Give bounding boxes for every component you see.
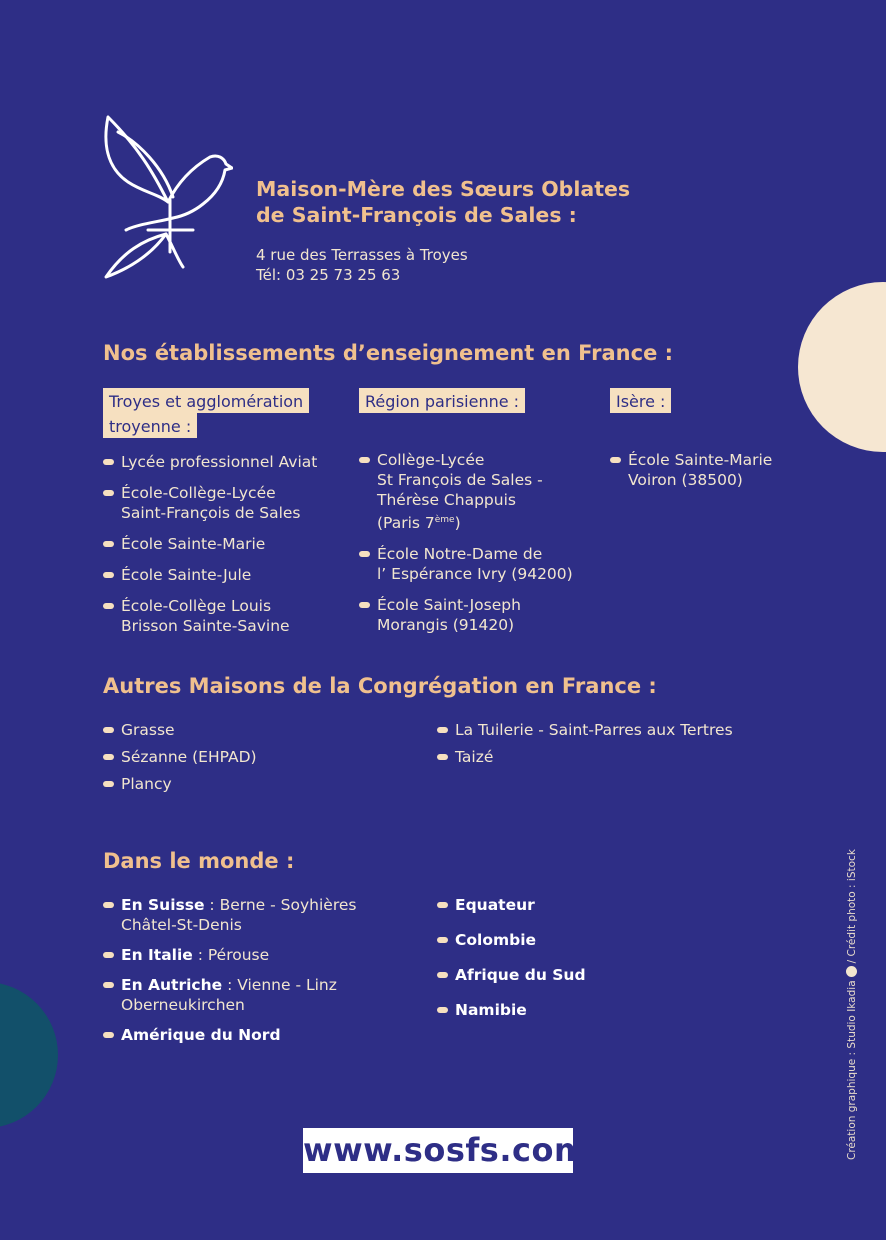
- hq-title-line2: de Saint-François de Sales :: [256, 203, 577, 227]
- bullet-pill: [103, 727, 114, 733]
- list-item-text-part: ): [454, 514, 461, 533]
- country-name: Namibie: [455, 1001, 527, 1019]
- list-item: [103, 945, 403, 965]
- list-item-text: Taizé: [455, 748, 494, 766]
- list-item-text: Saint-François de Sales: [121, 504, 301, 522]
- tag-troyes: [103, 388, 333, 438]
- photo-credit: [846, 849, 858, 1160]
- list-item-text: [121, 945, 403, 965]
- list-item-text: St François de Sales -: [377, 471, 543, 489]
- bullet-pill: [103, 902, 114, 908]
- hq-address-block: [256, 245, 468, 285]
- list-item: [610, 450, 790, 490]
- bullet-pill: [103, 459, 114, 465]
- list-item-text: Thérèse Chappuis: [377, 491, 516, 509]
- bullet-pill: [437, 972, 448, 978]
- list-item: [103, 534, 333, 554]
- website-link[interactable]: www.sosfs.com: [303, 1128, 573, 1173]
- bullet-pill: [437, 902, 448, 908]
- bullet-pill: [103, 952, 114, 958]
- world-list-left: [103, 895, 403, 1055]
- bullet-pill: [437, 727, 448, 733]
- list-item-text: Sézanne (EHPAD): [121, 748, 257, 766]
- houses-list-left: [103, 720, 403, 801]
- list-item: [359, 595, 589, 635]
- bullet-pill: [103, 982, 114, 988]
- bullet-pill: [103, 781, 114, 787]
- list-item-text: Oberneukirchen: [121, 996, 245, 1014]
- country-name: En Autriche: [121, 976, 223, 994]
- credit-design: Création graphique : Studio Ikadia: [846, 980, 858, 1160]
- list-item-text: l’ Espérance Ivry (94200): [377, 565, 573, 584]
- houses-section-title: Autres Maisons de la Congrégation en France :: [103, 674, 657, 698]
- tag-troyes-line2: troyenne :: [103, 413, 197, 438]
- cities: : Pérouse: [192, 946, 270, 964]
- list-item-text: Morangis (91420): [377, 616, 515, 635]
- copyright-icon: [846, 966, 857, 977]
- list-item-text: École Sainte-Jule: [121, 566, 252, 584]
- hq-address: 4 rue des Terrasses à Troyes: [256, 246, 468, 264]
- list-item-text: École Sainte-Marie: [121, 535, 266, 553]
- tag-troyes-line1: Troyes et agglomération: [103, 388, 309, 413]
- bullet-pill: [103, 572, 114, 578]
- list-item-text: La Tuilerie - Saint-Parres aux Tertres: [455, 721, 733, 739]
- list-item-text-part: (Paris 7: [377, 514, 435, 533]
- list-item-text: [121, 975, 403, 995]
- list-item: [103, 975, 403, 1015]
- decorative-circle-cream: [798, 282, 886, 452]
- country-name: Afrique du Sud: [455, 966, 586, 984]
- list-item-text: [377, 510, 589, 533]
- list-item: [359, 544, 589, 584]
- tag-paris: Région parisienne :: [359, 388, 525, 413]
- country-name: En Italie: [121, 946, 193, 964]
- bullet-pill: [103, 603, 114, 609]
- cities: : Vienne - Linz: [222, 976, 337, 994]
- list-troyes: [103, 452, 333, 636]
- list-item: [359, 450, 589, 533]
- bullet-pill: [103, 1032, 114, 1038]
- schools-section-title: Nos établissements d’enseignement en France :: [103, 341, 674, 365]
- world-section-title: Dans le monde :: [103, 849, 295, 873]
- list-item: [437, 1000, 737, 1020]
- list-item-text: École-Collège-Lycée: [121, 484, 276, 502]
- list-item: [437, 895, 737, 915]
- list-item-text: Collège-Lycée: [377, 451, 485, 469]
- list-item: [103, 565, 333, 585]
- list-item: [103, 1025, 403, 1045]
- country-name: Colombie: [455, 931, 537, 949]
- list-paris: [359, 450, 589, 635]
- list-item: [103, 596, 333, 636]
- decorative-circle-teal: [0, 982, 58, 1128]
- country-name: Amérique du Nord: [121, 1026, 281, 1044]
- list-isere: [610, 450, 790, 490]
- bullet-pill: [103, 754, 114, 760]
- bullet-pill: [103, 541, 114, 547]
- list-item: [103, 483, 333, 523]
- country-name: En Suisse: [121, 896, 205, 914]
- list-item: [103, 452, 333, 472]
- bullet-pill: [610, 457, 621, 463]
- schools-col-troyes: [103, 388, 333, 647]
- list-item-text: [121, 1025, 403, 1045]
- list-item-text: [121, 895, 403, 915]
- list-item: [103, 720, 403, 740]
- country-name: Equateur: [455, 896, 535, 914]
- list-item-text: Grasse: [121, 721, 175, 739]
- hq-title: [256, 176, 676, 228]
- hq-title-line1: Maison-Mère des Sœurs Oblates: [256, 177, 631, 201]
- bullet-pill: [437, 937, 448, 943]
- dove-cross-logo: [98, 112, 233, 287]
- list-item: [103, 774, 403, 794]
- list-item-text: École Saint-Joseph: [377, 596, 521, 615]
- list-item: [103, 747, 403, 767]
- list-item-text: Brisson Sainte-Savine: [121, 617, 290, 635]
- bullet-pill: [437, 754, 448, 760]
- list-item: [437, 747, 837, 767]
- bullet-pill: [359, 457, 370, 463]
- bullet-pill: [103, 490, 114, 496]
- schools-col-paris: [359, 388, 589, 646]
- tag-isere: Isère :: [610, 388, 671, 413]
- schools-col-isere: [610, 388, 790, 501]
- list-item: [437, 930, 737, 950]
- list-item-text: Plancy: [121, 775, 172, 793]
- list-item-text: École Notre-Dame de: [377, 545, 543, 564]
- list-item: [437, 965, 737, 985]
- list-item: [437, 720, 837, 740]
- credit-photo: / Crédit photo : iStock: [846, 849, 858, 964]
- list-item-text: École-Collège Louis: [121, 597, 272, 615]
- bullet-pill: [359, 602, 370, 608]
- bullet-pill: [437, 1007, 448, 1013]
- list-item-text: Voiron (38500): [628, 471, 743, 489]
- list-item-text: École Sainte-Marie: [628, 451, 773, 469]
- bullet-pill: [359, 551, 370, 557]
- list-item-text: Châtel-St-Denis: [121, 916, 242, 934]
- hq-phone: Tél: 03 25 73 25 63: [256, 266, 401, 284]
- houses-list-right: [437, 720, 837, 774]
- list-item: [103, 895, 403, 935]
- world-list-right: [437, 895, 737, 1035]
- list-item-text: Lycée professionnel Aviat: [121, 453, 318, 471]
- superscript: ème: [434, 515, 455, 525]
- cities: : Berne - Soyhières: [204, 896, 357, 914]
